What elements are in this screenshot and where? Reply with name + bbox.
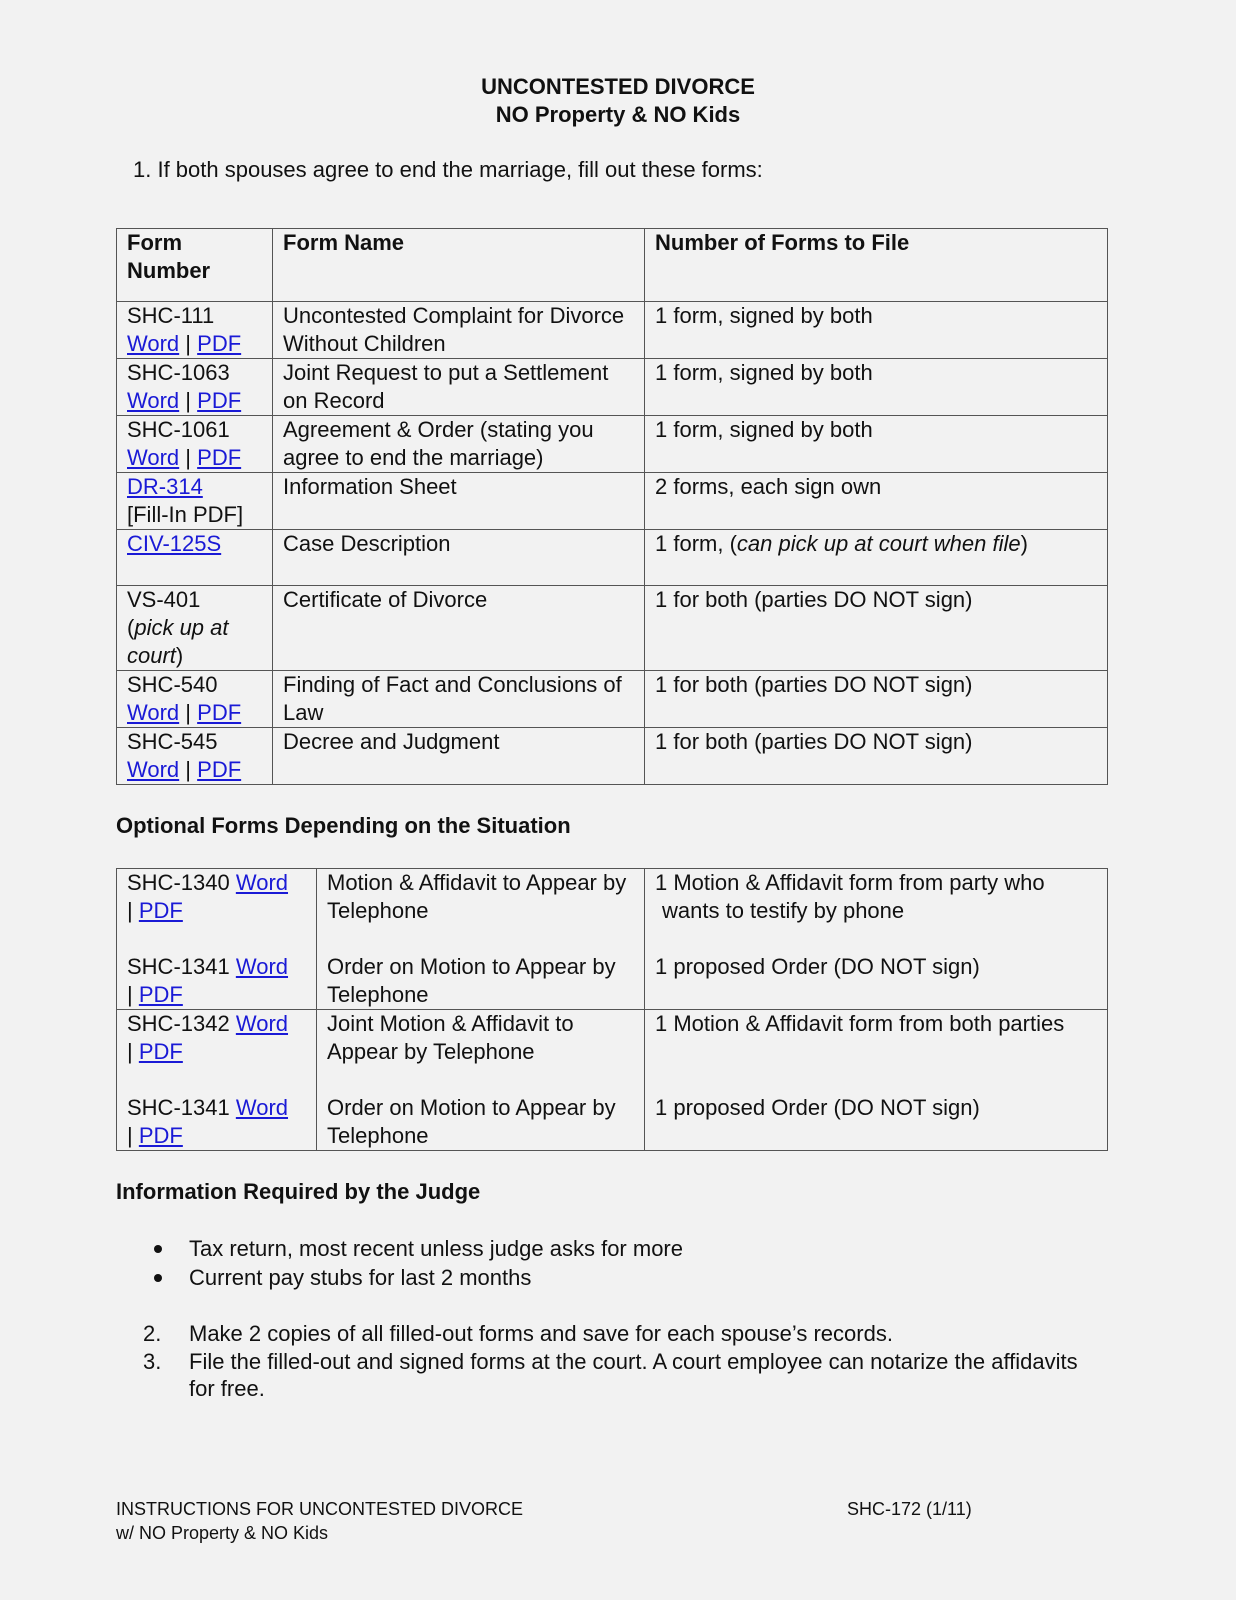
form-number: SHC-1341 — [127, 1095, 230, 1120]
header-count: Number of Forms to File — [645, 229, 1108, 302]
form-number: SHC-1063 — [127, 360, 230, 385]
form-count: 1 form, signed by both — [645, 302, 1108, 359]
count-italic: can pick up at court when file — [736, 531, 1021, 556]
link-separator: | — [185, 757, 192, 782]
header-form-number: Form Number — [117, 229, 273, 302]
form-name-cell — [317, 1010, 645, 1151]
pdf-link[interactable]: PDF — [197, 445, 242, 470]
step-text: Make 2 copies of all filled-out forms and save for each spouse’s records. — [189, 1321, 893, 1346]
pdf-link[interactable]: PDF — [138, 898, 183, 923]
form-number: SHC-540 — [127, 672, 218, 697]
form-name: Order on Motion to Appear by Telephone — [327, 954, 616, 1007]
pdf-link[interactable]: PDF — [197, 331, 242, 356]
pdf-link[interactable]: PDF — [138, 982, 183, 1007]
form-number-cell — [117, 1010, 317, 1151]
note-prefix: ( — [127, 615, 135, 640]
link-separator: | — [127, 898, 133, 923]
pdf-link[interactable]: PDF — [138, 1039, 183, 1064]
form-count: 1 for both (parties DO NOT sign) — [645, 586, 1108, 671]
table-header-row — [117, 229, 1108, 302]
form-name: Joint Motion & Affidavit to Appear by Telephone — [327, 1011, 574, 1064]
word-link[interactable]: Word — [235, 954, 289, 979]
form-link-dr-314[interactable]: DR-314 — [127, 474, 203, 499]
table-row — [117, 302, 1108, 359]
form-number-cell — [117, 586, 273, 671]
form-name: Case Description — [273, 530, 645, 586]
pdf-link[interactable]: PDF — [138, 1123, 183, 1148]
form-count — [645, 530, 1108, 586]
table-row — [117, 473, 1108, 530]
form-number-cell — [117, 302, 273, 359]
optional-forms-heading: Optional Forms Depending on the Situation — [116, 813, 571, 838]
list-item — [150, 1263, 683, 1292]
form-name: Decree and Judgment — [273, 728, 645, 785]
page-subtitle: NO Property & NO Kids — [495, 102, 741, 127]
word-link[interactable]: Word — [127, 700, 180, 725]
form-name: Motion & Affidavit to Appear by Telephone — [327, 870, 627, 923]
link-separator: | — [185, 388, 192, 413]
step-number: 2. — [143, 1321, 162, 1346]
form-count: 2 forms, each sign own — [645, 473, 1108, 530]
judge-info-list — [150, 1234, 683, 1292]
step-item — [140, 1320, 1100, 1347]
form-count: 1 form, signed by both — [645, 359, 1108, 416]
word-link[interactable]: Word — [235, 1011, 289, 1036]
header-form-name: Form Name — [273, 229, 645, 302]
form-count: 1 proposed Order (DO NOT sign) — [655, 1095, 980, 1120]
link-separator: | — [127, 982, 133, 1007]
form-number-cell — [117, 416, 273, 473]
table-row — [117, 1010, 1108, 1151]
table-row — [117, 586, 1108, 671]
table-row — [117, 416, 1108, 473]
footer-left — [116, 1497, 523, 1545]
pdf-link[interactable]: PDF — [197, 700, 242, 725]
note-suffix: ) — [175, 643, 184, 668]
note-italic: pick up at court — [127, 615, 229, 668]
optional-forms-table — [116, 868, 1108, 1151]
intro-text: 1. If both spouses agree to end the marriage, fill out these forms: — [133, 157, 763, 182]
form-number: SHC-111 — [127, 303, 215, 328]
form-name: Order on Motion to Appear by Telephone — [327, 1095, 616, 1148]
form-number-cell — [117, 359, 273, 416]
bullet-icon — [154, 1245, 162, 1253]
form-name: Certificate of Divorce — [273, 586, 645, 671]
form-name: Finding of Fact and Conclusions of Law — [273, 671, 645, 728]
count-suffix: ) — [1020, 531, 1028, 556]
link-separator: | — [127, 1123, 133, 1148]
judge-info-heading: Information Required by the Judge — [116, 1179, 481, 1204]
table-row — [117, 869, 1108, 1010]
word-link[interactable]: Word — [235, 870, 289, 895]
footer-title: INSTRUCTIONS FOR UNCONTESTED DIVORCE — [116, 1499, 524, 1519]
bullet-icon — [154, 1274, 162, 1282]
pdf-link[interactable]: PDF — [197, 388, 242, 413]
form-count: 1 for both (parties DO NOT sign) — [645, 728, 1108, 785]
list-item-text: Current pay stubs for last 2 months — [189, 1265, 532, 1290]
link-separator: | — [127, 1039, 133, 1064]
word-link[interactable]: Word — [127, 757, 180, 782]
word-link[interactable]: Word — [235, 1095, 289, 1120]
step-item — [140, 1348, 1100, 1402]
steps-list — [140, 1320, 1100, 1403]
word-link[interactable]: Word — [127, 388, 180, 413]
link-separator: | — [185, 445, 192, 470]
form-number: SHC-545 — [127, 729, 218, 754]
form-name-cell — [317, 869, 645, 1010]
list-item-text: Tax return, most recent unless judge asks for more — [189, 1236, 683, 1261]
table-row — [117, 359, 1108, 416]
pdf-link[interactable]: PDF — [197, 757, 242, 782]
form-name: Agreement & Order (stating you agree to end the marriage) — [273, 416, 645, 473]
link-separator: | — [185, 331, 192, 356]
form-number-cell — [117, 728, 273, 785]
step-number: 3. — [143, 1349, 162, 1374]
form-number: VS-401 — [127, 587, 201, 612]
form-count: 1 Motion & Affidavit form from both parties — [655, 1011, 1065, 1036]
footer-subtitle: w/ NO Property & NO Kids — [116, 1523, 329, 1543]
list-item — [150, 1234, 683, 1263]
form-number-cell — [117, 530, 273, 586]
table-row — [117, 728, 1108, 785]
word-link[interactable]: Word — [127, 331, 180, 356]
table-row — [117, 671, 1108, 728]
form-count-cell — [645, 1010, 1108, 1151]
form-name: Joint Request to put a Settlement on Record — [273, 359, 645, 416]
form-number: SHC-1341 — [127, 954, 230, 979]
page-title: UNCONTESTED DIVORCE — [481, 74, 755, 99]
form-name: Information Sheet — [273, 473, 645, 530]
form-number-cell — [117, 671, 273, 728]
link-separator: | — [185, 700, 192, 725]
form-number-cell — [117, 869, 317, 1010]
form-count: 1 proposed Order (DO NOT sign) — [655, 954, 980, 979]
count-prefix: 1 form, ( — [655, 531, 737, 556]
form-number: SHC-1061 — [127, 417, 230, 442]
form-number: SHC-1340 — [127, 870, 230, 895]
footer-form-id: SHC-172 (1/11) — [847, 1499, 972, 1519]
table-row — [117, 530, 1108, 586]
step-text: File the filled-out and signed forms at the court. A court employee can notarize the affidavits for free. — [189, 1349, 1078, 1401]
form-count: wants to testify by phone — [662, 898, 905, 923]
form-note: [Fill-In PDF] — [127, 502, 244, 527]
forms-table — [116, 228, 1108, 785]
form-name: Uncontested Complaint for Divorce Without Children — [273, 302, 645, 359]
form-link-civ-125s[interactable]: CIV-125S — [127, 531, 222, 556]
form-count: 1 Motion & Affidavit form from party who — [655, 870, 1045, 895]
form-number: SHC-1342 — [127, 1011, 230, 1036]
form-number-cell — [117, 473, 273, 530]
form-count-cell — [645, 869, 1108, 1010]
form-count: 1 form, signed by both — [645, 416, 1108, 473]
word-link[interactable]: Word — [127, 445, 180, 470]
form-count: 1 for both (parties DO NOT sign) — [645, 671, 1108, 728]
